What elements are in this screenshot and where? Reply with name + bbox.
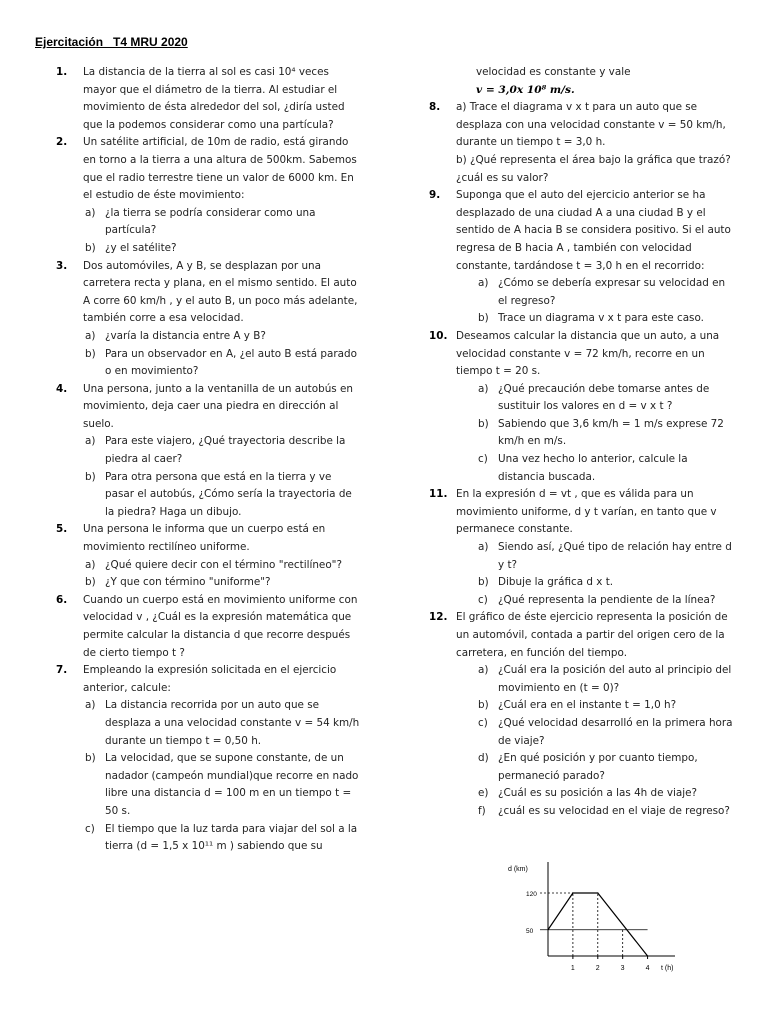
sub-question-letter: c) xyxy=(478,593,488,606)
sub-question-letter: a) xyxy=(85,435,96,448)
question-5 xyxy=(56,521,361,591)
sub-question xyxy=(85,469,361,522)
question-number: 10. xyxy=(429,329,448,342)
data-point xyxy=(647,955,648,956)
question-number: 7. xyxy=(56,664,68,677)
question-text: Una persona le informa que un cuerpo está en movimiento rectilíneo uniforme. xyxy=(83,523,326,554)
sub-question-text: El tiempo que la luz tarda para viajar del sol a la tierra (d = 1,5 x 10¹¹ m ) sabiendo que su xyxy=(105,822,358,853)
y-tick-label: 50 xyxy=(526,927,534,935)
right-column xyxy=(429,64,735,821)
sub-question-text: ¿cuál es su velocidad en el viaje de regreso? xyxy=(498,804,730,817)
sub-question xyxy=(478,785,735,803)
sub-question-letter: c) xyxy=(478,716,488,729)
sub-question xyxy=(85,697,361,750)
sub-question xyxy=(478,697,735,715)
sub-question xyxy=(85,346,361,381)
sub-question-text: ¿la tierra se podría considerar como una partícula? xyxy=(105,206,316,237)
sub-question-text: ¿Cómo se debería expresar su velocidad en el regreso? xyxy=(498,277,726,307)
continuation-formula: v = 3,0x 10⁸ m/s. xyxy=(476,83,575,96)
sub-question-text: ¿Cuál era la posición del auto al principio del movimiento en (t = 0)? xyxy=(498,664,732,694)
continuation-text: velocidad es constante y vale xyxy=(476,66,631,78)
sub-question xyxy=(478,416,735,451)
question-number: 4. xyxy=(56,382,68,395)
sub-question-text: Para este viajero, ¿Qué trayectoria describe la piedra al caer? xyxy=(105,435,346,466)
sub-question-letter: f) xyxy=(478,804,486,817)
data-point xyxy=(597,892,598,893)
sub-question xyxy=(478,451,735,486)
question-10 xyxy=(429,328,735,486)
sub-question-text: ¿Cuál es su posición a las 4h de viaje? xyxy=(498,787,698,800)
sub-question-letter: b) xyxy=(85,576,96,589)
sub-question-letter: b) xyxy=(85,752,96,765)
x-axis-label: t (h) xyxy=(661,965,674,972)
sub-question xyxy=(478,539,735,574)
sub-question-letter: a) xyxy=(85,206,96,219)
sub-question-letter: a) xyxy=(85,699,96,712)
sub-question xyxy=(85,433,361,468)
x-tick-label: 1 xyxy=(570,965,575,972)
question-text: Dos automóviles, A y B, se desplazan por una carretera recta y plana, en el mismo sentido. El auto A corre 60 km/h , y el auto B, un poco más adelante, también corre a esa velocidad. xyxy=(83,259,358,325)
question-text: a) Trace el diagrama v x t para un auto que se desplaza con una velocidad constante v = 50 km/h, durante un tiempo t = 3,0 h. xyxy=(456,101,726,149)
left-column xyxy=(56,64,361,856)
sub-question xyxy=(478,592,735,610)
sub-question xyxy=(85,240,361,258)
sub-question-text: ¿Qué representa la pendiente de la línea? xyxy=(498,593,716,606)
sub-question-text: ¿y el satélite? xyxy=(105,241,177,254)
sub-question-letter: b) xyxy=(85,241,96,254)
sub-question xyxy=(85,328,361,346)
position-time-chart xyxy=(500,850,680,990)
sub-question-text: ¿Qué precaución debe tomarse antes de sustituir los valores en d = v x t ? xyxy=(498,382,710,413)
sub-question-letter: c) xyxy=(478,453,488,466)
sub-question-text: Para un observador en A, ¿el auto B está parado o en movimiento? xyxy=(105,347,357,378)
x-tick-label: 2 xyxy=(595,965,600,972)
x-tick-label: 3 xyxy=(620,965,625,972)
sub-question-text: Siendo así, ¿Qué tipo de relación hay entre d y t? xyxy=(498,541,732,571)
sub-question-letter: a) xyxy=(85,329,96,342)
question-3 xyxy=(56,258,361,381)
sub-question-letter: b) xyxy=(478,576,489,589)
data-point xyxy=(572,892,573,893)
sub-question-text: Para otra persona que está en la tierra y ve pasar el autobús, ¿Cómo sería la trayectoria de la piedra? Haga un dibujo. xyxy=(105,470,352,518)
sub-question xyxy=(478,275,735,310)
sub-question xyxy=(85,557,361,575)
sub-question xyxy=(478,574,735,592)
question-number: 9. xyxy=(429,189,441,202)
sub-question xyxy=(85,821,361,856)
document-title: Ejercitación T4 MRU 2020 xyxy=(35,35,188,49)
question-text: Una persona, junto a la ventanilla de un autobús en movimiento, deja caer una piedra en dirección al suelo. xyxy=(83,382,353,430)
sub-question-text: ¿Cuál era en el instante t = 1,0 h? xyxy=(498,699,677,712)
sub-question-text: Sabiendo que 3,6 km/h = 1 m/s exprese 72 km/h en m/s. xyxy=(498,417,724,448)
sub-question-letter: e) xyxy=(478,787,489,800)
sub-question xyxy=(478,662,735,697)
sub-question-letter: c) xyxy=(85,822,95,835)
sub-question-text: Dibuje la gráfica d x t. xyxy=(498,576,614,589)
sub-question xyxy=(478,310,735,328)
sub-question-text: Trace un diagrama v x t para este caso. xyxy=(498,312,704,325)
question-text: Un satélite artificial, de 10m de radio, está girando en torno a la tierra a una altura de 500km. Sabemos que el radio terrestre tiene un valor de 6000 km. En el estudio de éste movimiento: xyxy=(83,136,357,202)
sub-question-letter: a) xyxy=(478,664,489,677)
sub-question xyxy=(85,750,361,820)
sub-question-text: La distancia recorrida por un auto que se desplaza a una velocidad constante v = 54 km/h durante un tiempo t = 0,50 h. xyxy=(105,699,360,747)
sub-question-text: La velocidad, que se supone constante, de un nadador (campeón mundial)que recorre en nado libre una distancia d = 100 m en un tiempo t = 50 s. xyxy=(105,752,359,817)
sub-question-text: ¿En qué posición y por cuanto tiempo, permaneció parado? xyxy=(498,752,698,782)
sub-question-text: ¿Y que con término "uniforme"? xyxy=(105,576,271,589)
sub-question-letter: a) xyxy=(85,558,96,571)
question-number: 6. xyxy=(56,593,68,606)
question-2 xyxy=(56,134,361,257)
sub-question-letter: a) xyxy=(478,382,489,395)
sub-question-letter: b) xyxy=(478,699,489,712)
question-text: Suponga que el auto del ejercicio anterior se ha desplazado de una ciudad A a una ciudad B y el sentido de A hacia B se considera positivo. Si el auto regresa de B hacia A , también con velocidad constante, tardándose t = 3,0 h en el recorrido: xyxy=(456,189,731,272)
question-number: 8. xyxy=(429,101,441,114)
sub-question-letter: a) xyxy=(478,277,489,290)
x-tick-label: 4 xyxy=(645,965,650,972)
question-4 xyxy=(56,381,361,522)
question-number: 12. xyxy=(429,611,448,624)
sub-question-text: ¿Qué quiere decir con el término "rectilíneo"? xyxy=(105,558,342,571)
question-text-part-b: b) ¿Qué representa el área bajo la gráfica que trazó? ¿cuál es su valor? xyxy=(456,153,731,184)
question-number: 5. xyxy=(56,523,68,536)
sub-question-letter: d) xyxy=(478,752,489,765)
sub-question xyxy=(478,381,735,416)
sub-question-text: Una vez hecho lo anterior, calcule la distancia buscada. xyxy=(498,453,688,483)
sub-question-text: ¿varía la distancia entre A y B? xyxy=(105,329,266,342)
question-number: 1. xyxy=(56,66,68,78)
question-1 xyxy=(56,64,361,134)
y-tick-label: 120 xyxy=(526,891,537,898)
question-11 xyxy=(429,486,735,609)
question-number: 2. xyxy=(56,136,68,149)
sub-question xyxy=(85,574,361,592)
sub-question xyxy=(478,803,735,821)
data-point xyxy=(547,929,548,930)
question-text: Empleando la expresión solicitada en el ejercicio anterior, calcule: xyxy=(83,664,337,694)
question-text: El gráfico de éste ejercicio representa la posición de un automóvil, contada a partir del origen cero de la carretera, en función del tiempo. xyxy=(456,611,728,659)
question-text: La distancia de la tierra al sol es casi 10⁴ veces mayor que el diámetro de la tierra. Al estudiar el movimiento de ésta alrededor del sol, ¿diría usted que la podemos considerar como una partícula? xyxy=(83,66,345,131)
sub-question-letter: b) xyxy=(85,347,96,360)
question-7 xyxy=(56,662,361,856)
question-text: En la expresión d = vt , que es válida para un movimiento uniforme, d y t varían, en tanto que v permanece constante. xyxy=(456,488,717,536)
sub-question xyxy=(85,205,361,240)
y-axis-label: d (km) xyxy=(508,866,528,873)
question-number: 11. xyxy=(429,488,448,501)
sub-question-text: ¿Qué velocidad desarrolló en la primera hora de viaje? xyxy=(498,716,733,747)
question-9 xyxy=(429,187,735,328)
sub-question-letter: a) xyxy=(478,541,489,554)
question-6 xyxy=(56,592,361,662)
sub-question xyxy=(478,715,735,750)
question-8 xyxy=(429,99,735,187)
question-text: Cuando un cuerpo está en movimiento uniforme con velocidad v , ¿Cuál es la expresión matemática que permite calcular la distancia d que recorre después de cierto tiempo t ? xyxy=(83,593,358,659)
question-number: 3. xyxy=(56,259,68,272)
sub-question-letter: b) xyxy=(85,470,96,483)
sub-question-letter: b) xyxy=(478,312,489,325)
sub-question xyxy=(478,750,735,785)
sub-question-letter: b) xyxy=(478,417,489,430)
question-12 xyxy=(429,609,735,820)
question-text: Deseamos calcular la distancia que un auto, a una velocidad constante v = 72 km/h, recorre en un tiempo t = 20 s. xyxy=(456,329,720,378)
